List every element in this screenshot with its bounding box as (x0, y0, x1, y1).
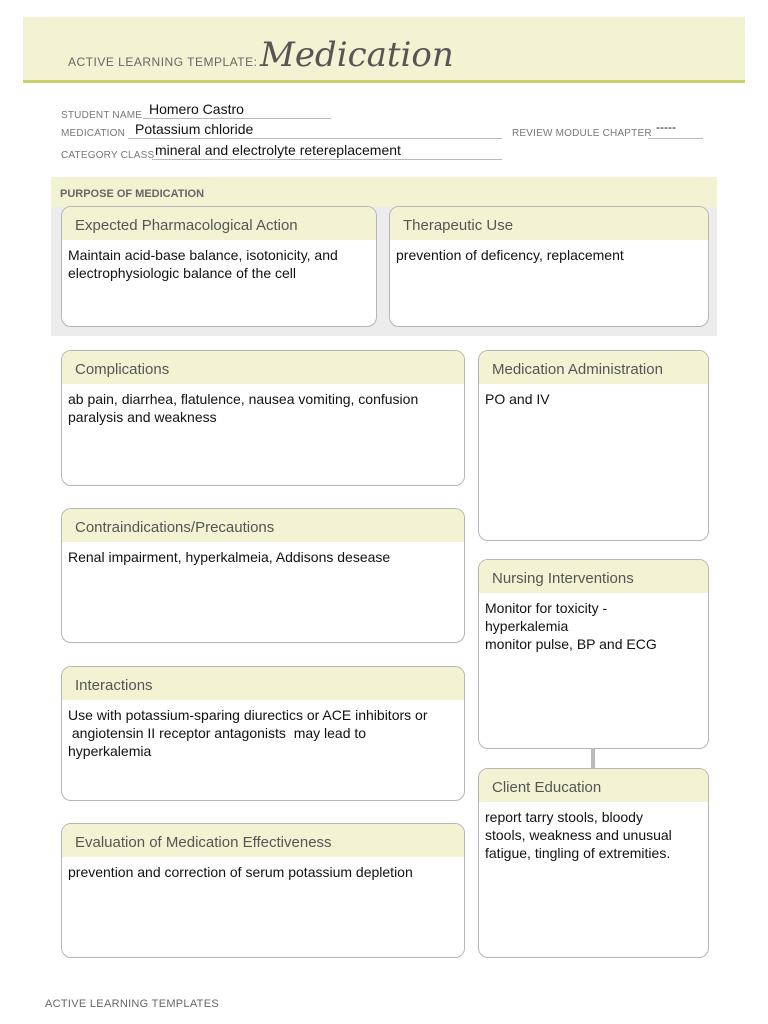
contraindications-box (61, 508, 465, 643)
medication-line (128, 138, 502, 139)
interactions-text[interactable]: Use with potassium-sparing diurectics or ACE inhibitors or angiotensin II receptor antagonists may lead to hyperkalemia (68, 707, 428, 759)
medication-label: MEDICATION (61, 128, 126, 139)
therapeutic-use-box (389, 206, 709, 327)
evaluation-text[interactable]: prevention and correction of serum potassium depletion (68, 864, 413, 880)
nursing-interventions-text[interactable]: Monitor for toxicity - hyperkalemia monitor pulse, BP and ECG (485, 600, 657, 652)
evaluation-box (61, 823, 465, 958)
category-class-line (152, 159, 502, 160)
student-name-line (143, 118, 331, 119)
client-education-title: Client Education (479, 769, 708, 802)
expected-action-box (61, 206, 377, 327)
review-chapter-value[interactable]: ----- (656, 120, 676, 134)
client-education-text[interactable]: report tarry stools, bloody stools, weakness and unusual fatigue, tingling of extremities. (485, 809, 672, 861)
nursing-interventions-box (478, 559, 709, 749)
review-chapter-line (648, 138, 703, 139)
evaluation-title: Evaluation of Medication Effectiveness (62, 824, 464, 857)
student-name-value[interactable]: Homero Castro (149, 101, 244, 117)
review-chapter-label: REVIEW MODULE CHAPTER (512, 128, 652, 139)
therapeutic-use-text[interactable]: prevention of deficency, replacement (396, 247, 624, 263)
expected-action-title: Expected Pharmacological Action (62, 207, 376, 240)
nursing-interventions-title: Nursing Interventions (479, 560, 708, 593)
complications-text[interactable]: ab pain, diarrhea, flatulence, nausea vomiting, confusion paralysis and weakness (68, 391, 419, 425)
client-education-box (478, 768, 709, 958)
medication-value[interactable]: Potassium chloride (135, 121, 254, 137)
interactions-box (61, 666, 465, 801)
administration-box (478, 350, 709, 541)
template-title: Medication (260, 35, 454, 75)
interactions-title: Interactions (62, 667, 464, 700)
administration-title: Medication Administration (479, 351, 708, 384)
student-name-label: STUDENT NAME (61, 110, 143, 121)
template-prefix: ACTIVE LEARNING TEMPLATE: (68, 55, 258, 69)
administration-text[interactable]: PO and IV (485, 391, 550, 407)
contraindications-title: Contraindications/Precautions (62, 509, 464, 542)
category-class-value[interactable]: mineral and electrolyte retereplacement (155, 142, 401, 158)
expected-action-text[interactable]: Maintain acid-base balance, isotonicity, and electrophysiologic balance of the cell (68, 247, 338, 281)
connector-line (591, 748, 595, 769)
footer-text: ACTIVE LEARNING TEMPLATES (45, 998, 219, 1010)
therapeutic-use-title: Therapeutic Use (390, 207, 708, 240)
category-class-label: CATEGORY CLASS (61, 150, 155, 161)
template-header (23, 17, 745, 83)
purpose-label: PURPOSE OF MEDICATION (60, 188, 205, 200)
complications-title: Complications (62, 351, 464, 384)
purpose-bar (51, 177, 717, 207)
contraindications-text[interactable]: Renal impairment, hyperkalmeia, Addisons desease (68, 549, 391, 565)
complications-box (61, 350, 465, 486)
